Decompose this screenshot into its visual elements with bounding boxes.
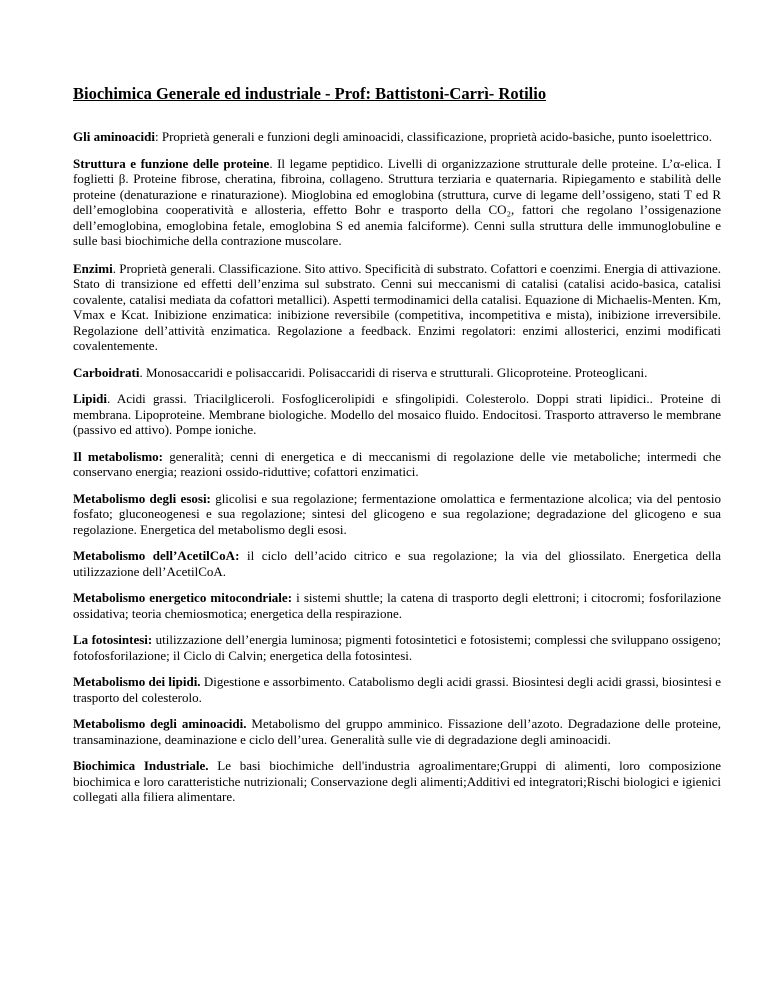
syllabus-body [73,129,721,816]
section-lipidi-metabolismo [73,674,721,705]
section-heading: Biochimica Industriale. [73,758,209,773]
section-text: : Proprietà generali e funzioni degli aminoacidi, classificazione, proprietà acido-basiche, punto isoelettrico. [154,129,712,144]
section-text: i sistemi shuttle; la catena di trasporto degli elettroni; i citocromi; fosforilazione ossidativa; teoria chemiosmotica; energetica della respirazione. [73,590,721,621]
section-text: Digestione e assorbimento. Catabolismo degli acidi grassi. Biosintesi degli acidi grassi, biosintesi e trasporto del colesterolo. [73,674,721,705]
section-heading: Enzimi [73,260,113,276]
section-carboidrati [73,365,721,381]
section-enzimi [73,261,721,354]
section-heading: La fotosintesi: [73,632,153,647]
section-heading: Metabolismo energetico mitocondriale: [73,590,293,605]
section-esosi [73,491,721,538]
section-text: . Il legame peptidico. Livelli di organizzazione strutturale delle proteine. L’α-elica. I foglietti β. Proteine fibrose, cheratina, fibroina, collageno. Struttura terziaria e quaternaria. Ripiegamento e stabilità delle proteine (denaturazione e rinaturazione). Mioglobina ed emoglobina (struttura, curve di legame dell’ossigeno, stati T ed R dell’emoglobina cooperatività e allosteria, effetto Bohr e trasporto della CO₂, fattori che regolano l’ossigenazione dell’emoglobina, emoglobina fetale, emoglobina S ed anemia falciforme). Cenni sulla struttura delle immunoglobuline e sulle basi biochimiche della contrazione muscolare. [73,155,721,248]
section-mitocondriale [73,590,721,621]
section-acetilcoa [73,548,721,579]
section-text: . Proprietà generali. Classificazione. Sito attivo. Specificità di substrato. Cofattori e coenzimi. Energia di attivazione. Stato di transizione ed effetti dell’enzima sul substrato. Cenni sui meccanismi di catalisi (catalisi acido-basica, catalisi covalente, catalisi mediata da cofattori metallici). Aspetti termodinamici della catalisi. Equazione di Michaelis-Menten. Km, Vmax e Kcat. Inibizione enzimatica: inibizione reversibile (competitiva, incompetitiva e mista), inibizione irreversibile. Regolazione dell’attività enzimatica. Regolazione a feedback. Enzimi regolatori: enzimi allosterici, enzimi modificati covalentemente. [73,260,721,353]
section-text: glicolisi e sua regolazione; fermentazione omolattica e fermentazione alcolica; via del pentosio fosfato; gluconeogenesi e sua regolazione; sintesi del glicogeno e sua regolazione; degradazione del glicogeno e sua regolazione. Energetica del metabolismo degli esosi. [73,490,722,537]
section-text: . Monosaccaridi e polisaccaridi. Polisaccaridi di riserva e strutturali. Glicoproteine. Proteoglicani. [139,364,648,380]
section-aminoacidi-metabolismo [73,716,721,747]
section-heading: Struttura e funzione delle proteine [73,155,270,171]
section-heading: Metabolismo dei lipidi. [73,674,201,689]
section-heading: Carboidrati [73,364,140,380]
section-heading: Gli aminoacidi [73,129,155,144]
section-heading: Il metabolismo: [73,448,163,464]
section-text: Le basi biochimiche dell'industria agroalimentare;Gruppi di alimenti, loro composizione biochimica e loro caratteristiche nutrizionali; Conservazione degli alimenti;Additivi ed integratori;Rischi biologici e igienici collegati alla filiera alimentare. [73,758,721,804]
section-proteine [73,156,721,249]
section-fotosintesi [73,632,721,663]
section-heading: Metabolismo degli aminoacidi. [73,716,247,731]
document-title: Biochimica Generale ed industriale - Prof: Battistoni-Carrì- Rotilio [73,84,547,103]
section-text: Metabolismo del gruppo amminico. Fissazione dell’azoto. Degradazione delle proteine, transaminazione, deaminazione e ciclo dell’urea. Generalità sulle vie di degradazione degli aminoacidi. [73,716,721,747]
section-text: utilizzazione dell’energia luminosa; pigmenti fotosintetici e fotosistemi; complessi che sviluppano ossigeno; fotofosforilazione; il Ciclo di Calvin; energetica della fotosintesi. [73,632,721,663]
section-heading: Lipidi [73,391,107,406]
section-text: . Acidi grassi. Triacilgliceroli. Fosfoglicerolipidi e sfingolipidi. Colesterolo. Doppi strati lipidici.. Proteine di membrana. Lipoproteine. Membrane biologiche. Modello del mosaico fluido. Endocitosi. Trasporto attraverso le membrane (passivo ed attivo). Pompe ioniche. [73,391,721,437]
section-heading: Metabolismo degli esosi: [73,490,211,506]
section-biochimica-industriale [73,758,721,805]
section-lipidi [73,391,721,438]
section-text: generalità; cenni di energetica e di meccanismi di regolazione delle vie metaboliche; intermedi che conservano energia; reazioni ossido-riduttive; cofattori enzimatici. [73,448,721,479]
section-text: il ciclo dell’acido citrico e sua regolazione; la via del gliossilato. Energetica della utilizzazione dell’AcetilCoA. [73,548,721,579]
section-aminoacidi [73,129,721,145]
section-metabolismo [73,449,721,480]
section-heading: Metabolismo dell’AcetilCoA: [73,548,240,563]
